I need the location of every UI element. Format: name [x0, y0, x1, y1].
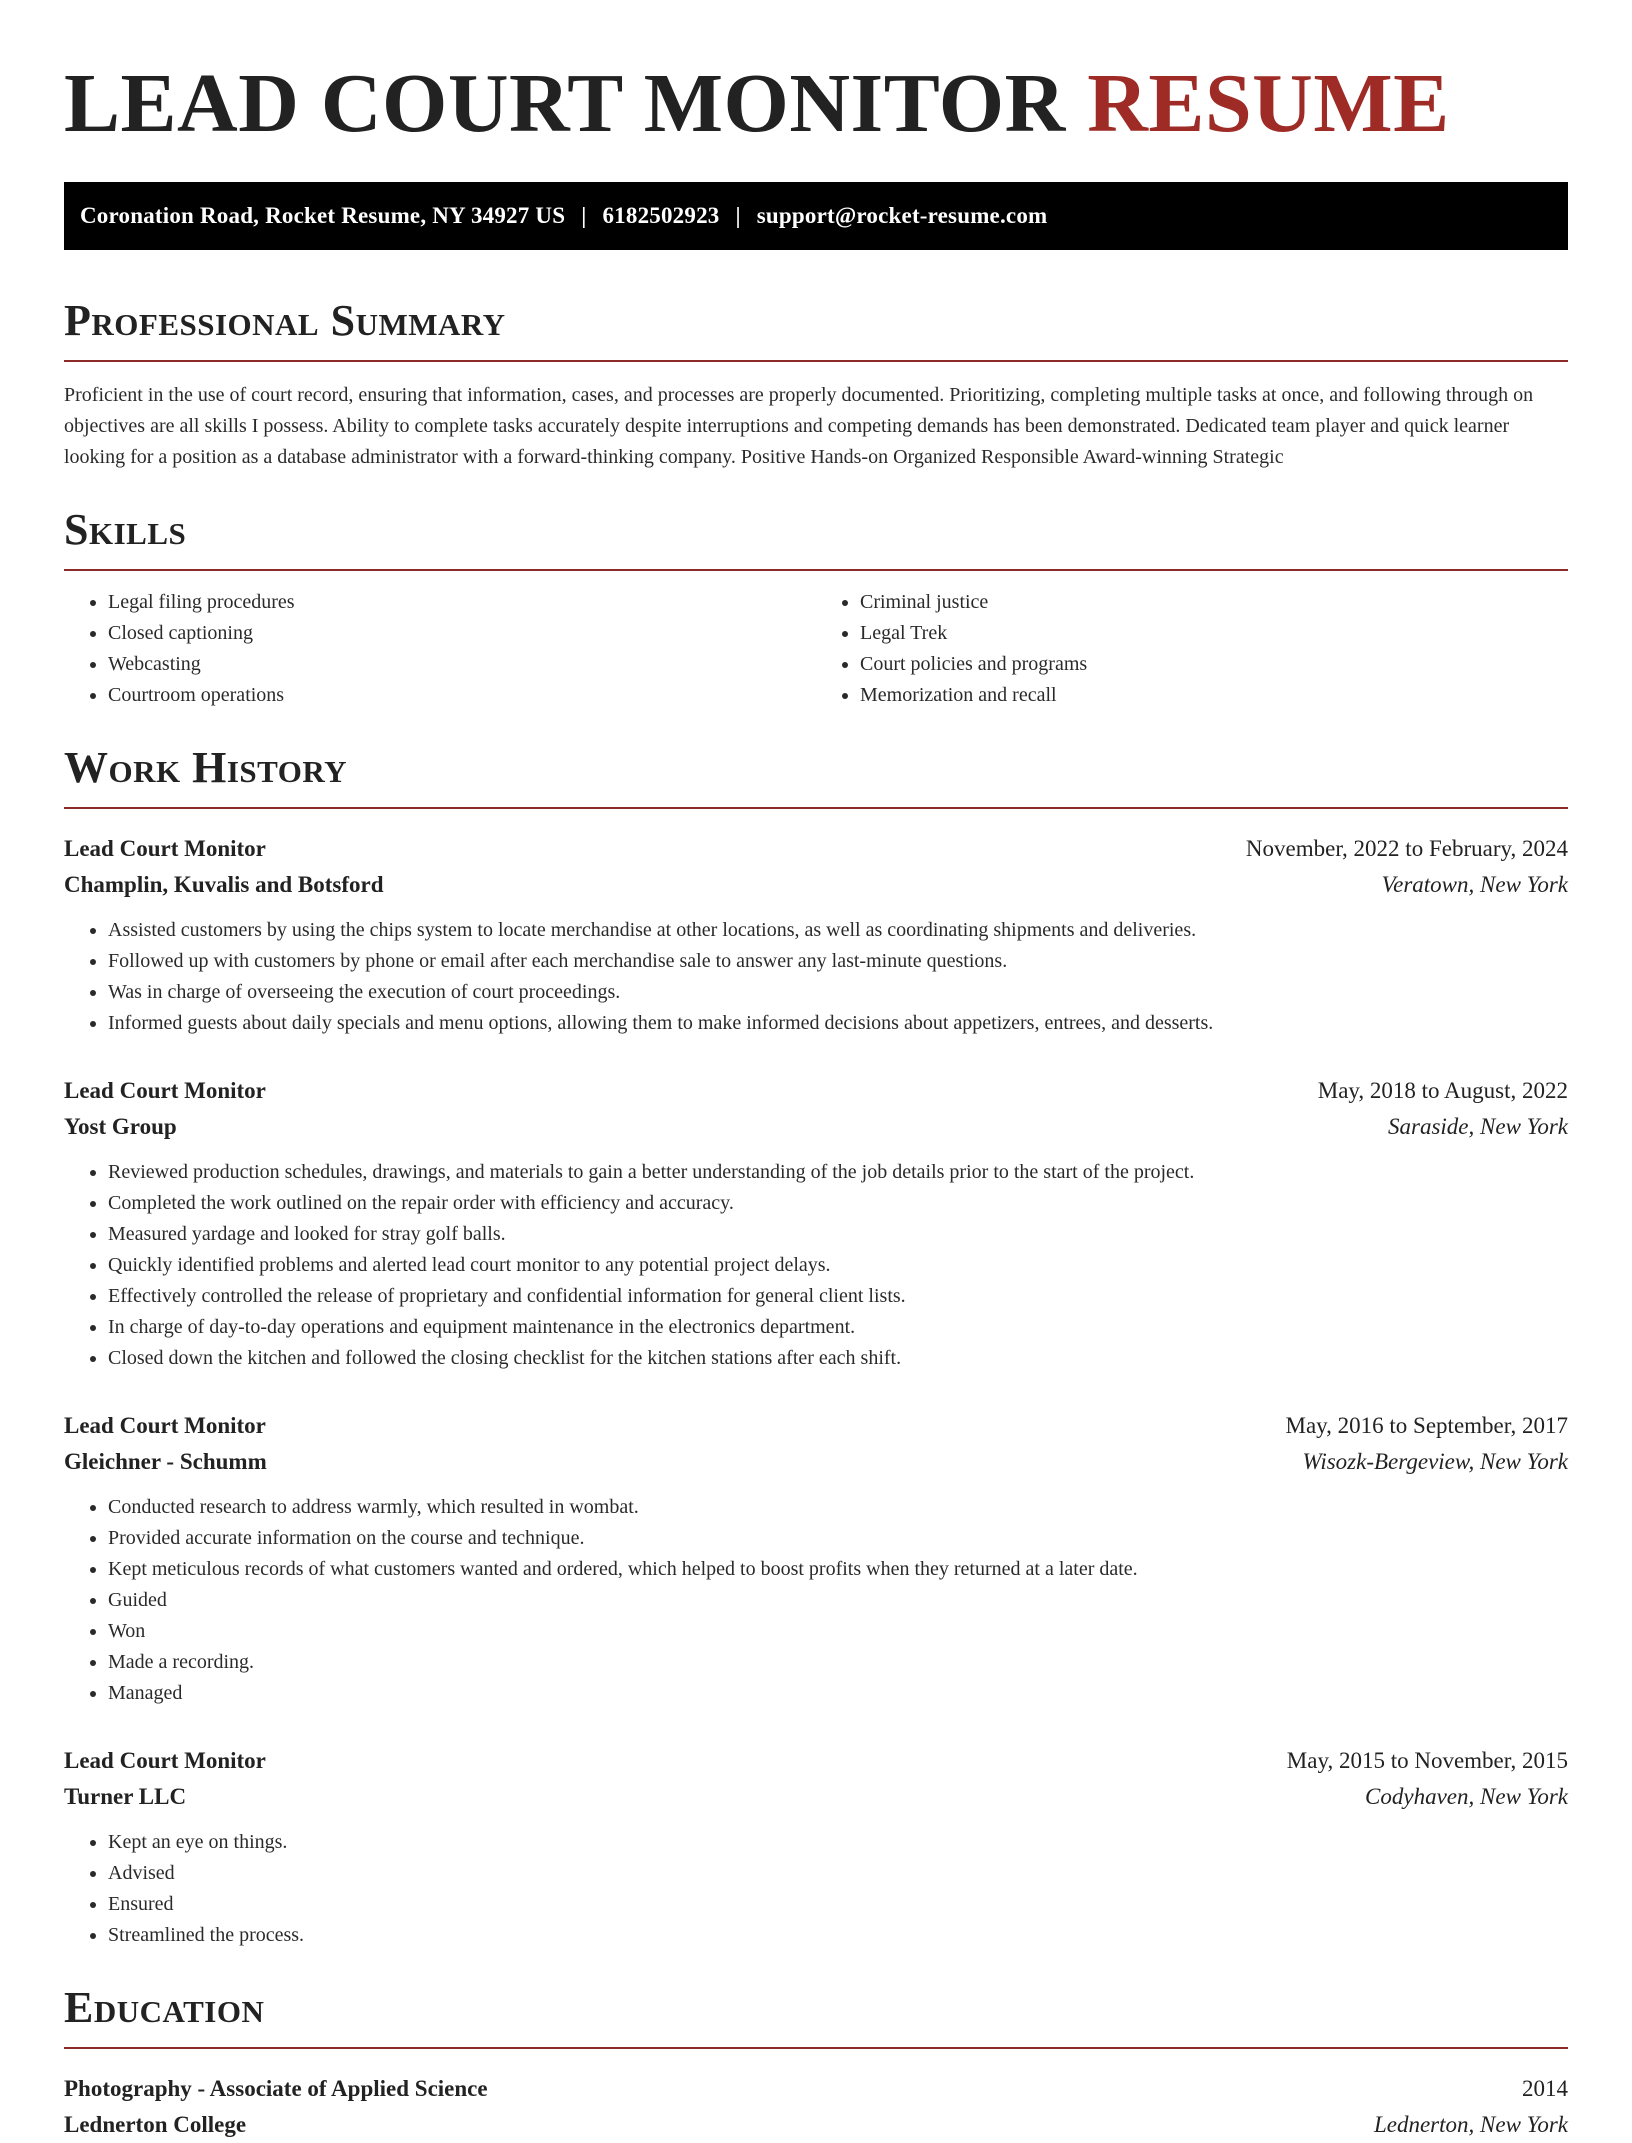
skills-heading: Skills [64, 505, 187, 554]
contact-phone: 6182502923 [602, 203, 720, 228]
job-bullet: • Was in charge of overseeing the execution of court proceedings. [108, 977, 1568, 1008]
job-company: Turner LLC [64, 1784, 187, 1809]
job-location: Veratown, New York [1381, 872, 1568, 897]
contact-bar [64, 182, 1568, 250]
summary-heading: Professional Summary [64, 296, 506, 345]
job-location: Wisozk-Bergeview, New York [1302, 1449, 1568, 1474]
job-dates: May, 2015 to November, 2015 [1286, 1748, 1568, 1773]
job-bullet: • Followed up with customers by phone or email after each merchandise sale to answer any last-minute questions. [108, 946, 1568, 977]
title-main: LEAD COURT MONITOR [64, 57, 1066, 150]
job-title: Lead Court Monitor [64, 1413, 266, 1438]
job-company: Gleichner - Schumm [64, 1449, 267, 1474]
job-title: Lead Court Monitor [64, 1748, 266, 1773]
section-divider [64, 807, 1568, 809]
job-entry [64, 1408, 1568, 1709]
title-accent: RESUME [1087, 57, 1450, 150]
job-bullet: • Quickly identified problems and alerted lead court monitor to any potential project delays. [108, 1250, 1568, 1281]
job-location: Codyhaven, New York [1365, 1784, 1568, 1809]
resume-title [64, 56, 1568, 152]
education-year: 2014 [1522, 2076, 1568, 2101]
work-history-heading: Work History [64, 743, 348, 792]
skill-item: • Webcasting [108, 649, 816, 680]
job-dates: May, 2016 to September, 2017 [1285, 1413, 1568, 1438]
education-section [64, 1981, 1568, 2143]
skill-item: • Legal Trek [860, 618, 1568, 649]
job-bullet: • Measured yardage and looked for stray golf balls. [108, 1219, 1568, 1250]
job-bullet: • Kept meticulous records of what customers wanted and ordered, which helped to boost profits when they returned at a later date. [108, 1554, 1568, 1585]
contact-address: Coronation Road, Rocket Resume, NY 34927 US [80, 203, 566, 228]
job-dates: November, 2022 to February, 2024 [1245, 836, 1568, 861]
job-entry [64, 831, 1568, 1039]
job-entry [64, 1073, 1568, 1374]
job-bullet: • Streamlined the process. [108, 1920, 1568, 1951]
summary-text: Proficient in the use of court record, ensuring that information, cases, and processes are properly documented. Prioritizing, completing multiple tasks at once, and following through on objectives are all skills I possess. Ability to complete tasks accurately despite interruptions and competing demands has been demonstrated. Dedicated team player and quick learner looking for a position as a database administrator with a forward-thinking company. Positive Hands-on Organized Responsible Award-winning Strategic [64, 384, 1534, 468]
skill-item: • Closed captioning [108, 618, 816, 649]
job-location: Saraside, New York [1388, 1114, 1568, 1139]
job-bullets [64, 1157, 1568, 1374]
education-entry [64, 2071, 1568, 2143]
job-company: Yost Group [64, 1114, 177, 1139]
job-bullet: • Advised [108, 1858, 1568, 1889]
job-bullet: • Conducted research to address warmly, which resulted in wombat. [108, 1492, 1568, 1523]
skills-columns [64, 587, 1568, 711]
job-bullet: • In charge of day-to-day operations and equipment maintenance in the electronics department. [108, 1312, 1568, 1343]
section-divider [64, 2047, 1568, 2049]
job-bullet: • Provided accurate information on the course and technique. [108, 1523, 1568, 1554]
skill-item: • Legal filing procedures [108, 587, 816, 618]
work-history-section [64, 741, 1568, 1951]
summary-section [64, 294, 1568, 473]
job-bullets [64, 1827, 1568, 1951]
job-bullet: • Managed [108, 1678, 1568, 1709]
job-bullet: • Guided [108, 1585, 1568, 1616]
job-bullets [64, 1492, 1568, 1709]
job-bullet: • Informed guests about daily specials and menu options, allowing them to make informed decisions about appetizers, entrees, and desserts. [108, 1008, 1568, 1039]
contact-separator: | [735, 203, 741, 228]
job-entry [64, 1743, 1568, 1951]
job-dates: May, 2018 to August, 2022 [1317, 1078, 1568, 1103]
job-bullet: • Reviewed production schedules, drawings, and materials to gain a better understanding of the job details prior to the start of the project. [108, 1157, 1568, 1188]
skills-section [64, 503, 1568, 711]
skill-item: • Court policies and programs [860, 649, 1568, 680]
skill-item: • Courtroom operations [108, 680, 816, 711]
job-bullet: • Assisted customers by using the chips system to locate merchandise at other locations, as well as coordinating shipments and deliveries. [108, 915, 1568, 946]
section-divider [64, 360, 1568, 362]
education-location: Lednerton, New York [1373, 2112, 1568, 2137]
skills-list-left [64, 587, 816, 711]
skill-item: • Criminal justice [860, 587, 1568, 618]
job-bullet: • Effectively controlled the release of proprietary and confidential information for general client lists. [108, 1281, 1568, 1312]
education-school: Lednerton College [64, 2112, 247, 2137]
job-bullet: • Won [108, 1616, 1568, 1647]
education-degree: Photography - Associate of Applied Science [64, 2076, 488, 2101]
skill-item: • Memorization and recall [860, 680, 1568, 711]
job-bullet: • Closed down the kitchen and followed the closing checklist for the kitchen stations after each shift. [108, 1343, 1568, 1374]
job-bullet: • Made a recording. [108, 1647, 1568, 1678]
job-company: Champlin, Kuvalis and Botsford [64, 872, 384, 897]
education-heading: Education [64, 1983, 265, 2032]
job-bullet: • Completed the work outlined on the repair order with efficiency and accuracy. [108, 1188, 1568, 1219]
contact-email: support@rocket-resume.com [756, 203, 1048, 228]
job-bullet: • Ensured [108, 1889, 1568, 1920]
job-title: Lead Court Monitor [64, 836, 266, 861]
contact-separator: | [581, 203, 587, 228]
skills-list-right [816, 587, 1568, 711]
section-divider [64, 569, 1568, 571]
job-bullets [64, 915, 1568, 1039]
job-title: Lead Court Monitor [64, 1078, 266, 1103]
job-bullet: • Kept an eye on things. [108, 1827, 1568, 1858]
